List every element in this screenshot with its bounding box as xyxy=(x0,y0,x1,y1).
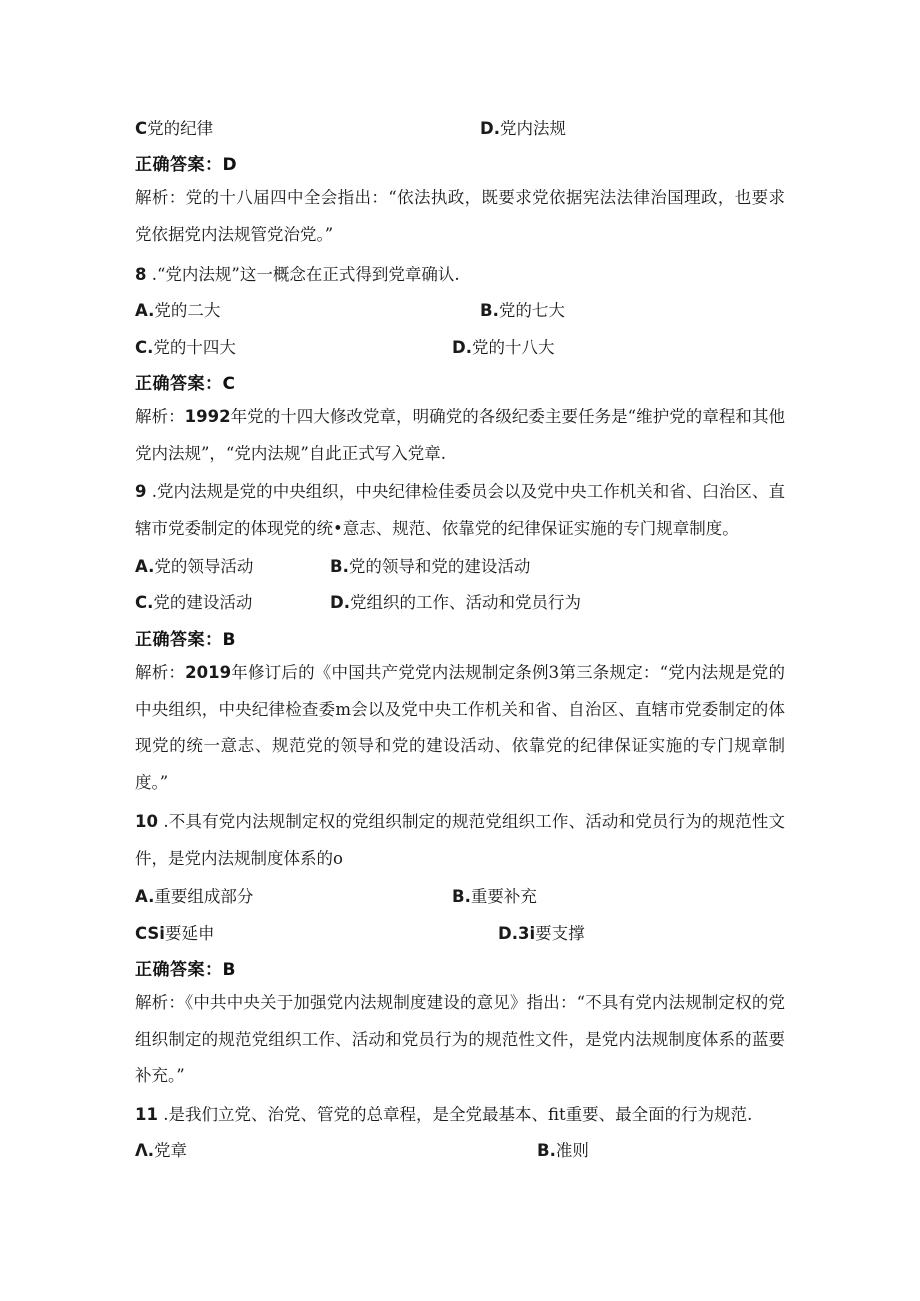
question-9-stem: 9 .党内法规是党的中央组织，中央纪律检佳委员会以及党中央工作机关和省、臼治区、直辖市党委制定的体现党的统•意志、规范、依靠党的纪律保证实施的专门规章制度。 xyxy=(135,482,785,538)
q11-option-b: B.准则 xyxy=(537,1141,589,1160)
q8-analysis: 解析：1992年党的十四大修改党章，明确党的各级纪委主要任务是“维护党的章程和其他党内法规”，“党内法规”自此正式写入党章. xyxy=(135,407,786,463)
option-d-prev: D.党内法规 xyxy=(480,119,566,138)
q8-option-a: A.党的二大 xyxy=(135,301,221,320)
q10-analysis: 解析：《中共中央关于加强党内法规制度建设的意见》指出：“不具有党内法规制定权的党组织制定的规范党组织工作、活动和党员行为的规范性文件，是党内法规制度体系的蓝要补充。” xyxy=(135,993,785,1085)
q10-option-a: A.重要组成部分 xyxy=(135,887,254,906)
q9-answer: 正确答案：B xyxy=(135,630,236,650)
q9-option-b: B.党的领导和党的建设活动 xyxy=(330,557,531,576)
q9-option-c: C.党的建设活动 xyxy=(135,593,253,612)
q8-answer: 正确答案：C xyxy=(135,374,236,394)
question-8-stem: 8 .“党内法规”这一概念在正式得到党章确认. xyxy=(135,265,460,284)
q8-option-d: D.党的十八大 xyxy=(452,338,555,357)
answer-prev: 正确答案：D xyxy=(135,155,238,175)
q9-option-a: A.党的领导活动 xyxy=(135,557,254,576)
question-11-stem: 11 .是我们立党、治党、管党的总章程，是全党最基本、fit重要、最全面的行为规范. xyxy=(135,1105,753,1124)
q9-option-d: D.党组织的工作、活动和党员行为 xyxy=(330,593,581,612)
option-c-prev: C党的纪律 xyxy=(135,119,214,138)
question-10-stem: 10 .不具有党内法规制定权的党组织制定的规范党组织工作、活动和党员行为的规范性文件，是党内法规制度体系的o xyxy=(135,812,785,868)
q8-option-b: B.党的七大 xyxy=(480,301,565,320)
analysis-prev: 解析：党的十八届四中全会指出：“依法执政，既要求党依据宪法法律治国理政，也要求党依据党内法规管党治党。” xyxy=(135,188,785,244)
q10-option-d: D.3i要支撑 xyxy=(498,924,585,943)
q8-option-c: C.党的十四大 xyxy=(135,338,236,357)
q10-option-b: B.重要补充 xyxy=(452,887,537,906)
q10-answer: 正确答案：B xyxy=(135,960,236,980)
q11-option-a: Λ.党章 xyxy=(135,1141,188,1160)
q10-option-c: CSi要延申 xyxy=(135,924,215,943)
q9-analysis: 解析：2019年修订后的《中国共产党党内法规制定条例3第三条规定：“党内法规是党的中央组织，中央纪律检查委m会以及党中央工作机关和省、自治区、直辖市党委制定的体现党的统一意志、规范党的领导和党的建设活动、依靠党的纪律保证实施的专门规章制度。” xyxy=(135,663,786,792)
